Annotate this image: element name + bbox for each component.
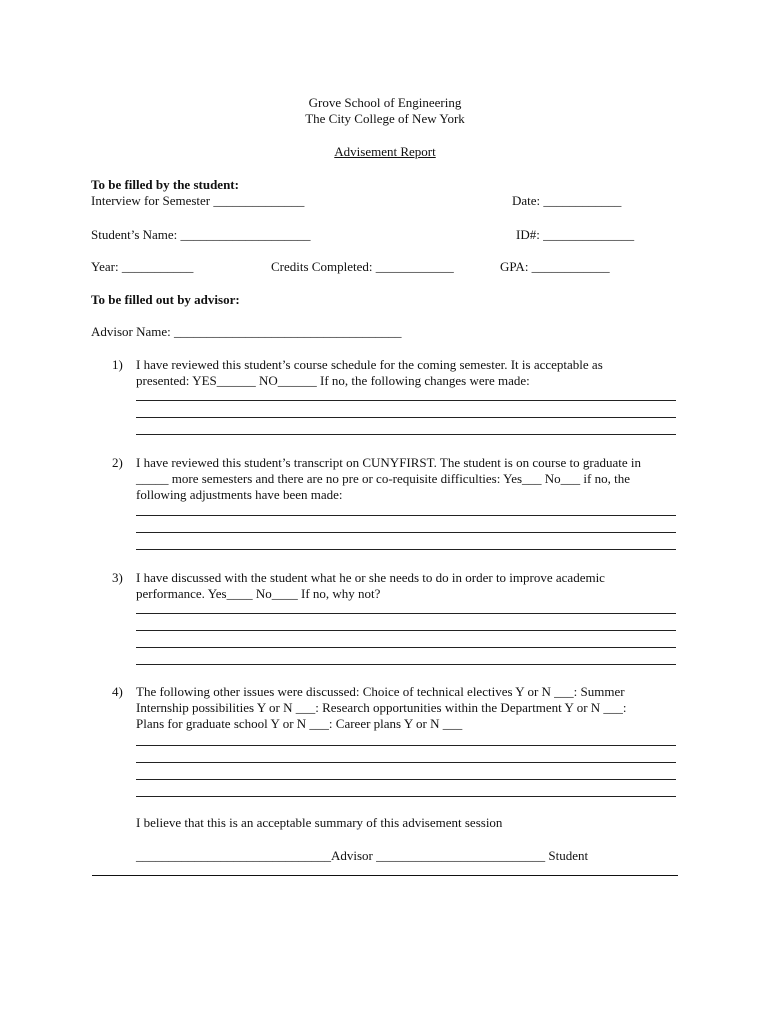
question-4-answer-line[interactable] [136,796,676,797]
question-3-answer-line[interactable] [136,630,676,631]
bottom-divider [92,875,678,876]
summary-statement: I believe that this is an acceptable summary of this advisement session [136,815,503,830]
question-2-line-2: _____ more semesters and there are no pre or co-requisite difficulties: Yes___ No___ if no, the [136,471,630,486]
student-name-field[interactable]: Student’s Name: ____________________ [91,227,311,242]
question-3-line-2: performance. Yes____ No____ If no, why not? [136,586,381,601]
report-title: Advisement Report [334,144,436,159]
question-3-answer-line[interactable] [136,613,676,614]
question-4-answer-line[interactable] [136,745,676,746]
signature-line[interactable]: ______________________________Advisor __________________________ Student [136,848,589,863]
student-id-field[interactable]: ID#: ______________ [516,227,635,242]
question-4-answer-line[interactable] [136,762,676,763]
credits-field[interactable]: Credits Completed: ____________ [271,259,454,274]
question-1-line-2: presented: YES______ NO______ If no, the following changes were made: [136,373,530,388]
question-4-line-3: Plans for graduate school Y or N ___: Career plans Y or N ___ [136,716,463,731]
date-field[interactable]: Date: ____________ [512,193,622,208]
year-field[interactable]: Year: ___________ [91,259,194,274]
question-3-number: 3) [112,570,123,585]
question-1-answer-line[interactable] [136,400,676,401]
semester-field[interactable]: Interview for Semester ______________ [91,193,305,208]
question-2-line-3: following adjustments have been made: [136,487,343,502]
question-1-number: 1) [112,357,123,372]
question-3-line-1: I have discussed with the student what he or she needs to do in order to improve academic [136,570,605,585]
question-4-number: 4) [112,684,123,699]
question-2-number: 2) [112,455,123,470]
question-2-answer-line[interactable] [136,532,676,533]
question-2-line-1: I have reviewed this student’s transcript on CUNYFIRST. The student is on course to graduate in [136,455,641,470]
question-2-answer-line[interactable] [136,515,676,516]
question-4-answer-line[interactable] [136,779,676,780]
advisor-section-heading: To be filled out by advisor: [91,292,240,307]
advisor-name-field[interactable]: Advisor Name: ___________________________________ [91,324,402,339]
gpa-field[interactable]: GPA: ____________ [500,259,610,274]
student-section-heading: To be filled by the student: [91,177,239,192]
school-name: Grove School of Engineering [308,95,462,110]
question-1-answer-line[interactable] [136,434,676,435]
question-3-answer-line[interactable] [136,664,676,665]
question-1-line-1: I have reviewed this student’s course schedule for the coming semester. It is acceptable as [136,357,603,372]
question-4-line-2: Internship possibilities Y or N ___: Research opportunities within the Department Y or N ___: [136,700,627,715]
question-1-answer-line[interactable] [136,417,676,418]
question-2-answer-line[interactable] [136,549,676,550]
college-name: The City College of New York [305,111,465,126]
question-4-line-1: The following other issues were discussed: Choice of technical electives Y or N ___: Summer [136,684,625,699]
question-3-answer-line[interactable] [136,647,676,648]
